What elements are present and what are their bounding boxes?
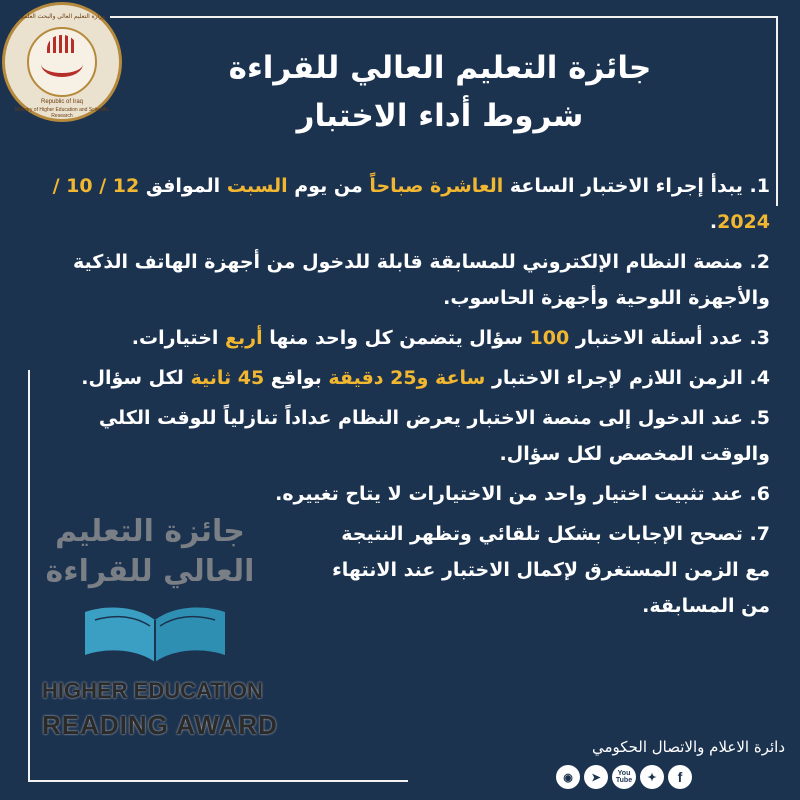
open-book-icon	[80, 600, 230, 670]
condition-text: لكل سؤال.	[81, 367, 191, 389]
condition-text: سؤال يتضمن كل واحد منها	[262, 327, 530, 349]
condition-highlight: 12 / 10 / 2024	[52, 175, 770, 233]
condition-text: عند تثبيت اختيار واحد من الاختيارات لا يتاح تغييره.	[275, 483, 750, 505]
condition-number: 5.	[749, 407, 770, 429]
twitter-icon[interactable]: ✦	[640, 765, 664, 789]
condition-number: 3.	[749, 327, 770, 349]
condition-number: 2.	[749, 251, 770, 273]
frame-top-border	[110, 16, 778, 18]
condition-text: منصة النظام الإلكتروني للمسابقة قابلة للدخول من أجهزة الهاتف الذكية والأجهزة اللوحية وأجهزة الحاسوب.	[73, 251, 770, 309]
frame-right-border	[776, 16, 778, 206]
condition-highlight: السبت	[226, 175, 288, 197]
condition-number: 1.	[749, 175, 770, 197]
award-title-english-line1: HIGHER EDUCATION	[42, 678, 263, 703]
condition-highlight: العاشرة صباحاً	[369, 175, 504, 197]
ministry-seal-logo	[2, 2, 122, 122]
seal-book-icon	[41, 51, 83, 77]
condition-text: .	[709, 211, 718, 233]
condition-item	[40, 476, 770, 512]
seal-text-country: Republic of Iraq	[40, 99, 84, 105]
instagram-icon[interactable]: ◉	[556, 765, 580, 789]
condition-text: عند الدخول إلى منصة الاختبار يعرض النظام عداداً تنازلياً للوقت الكلي والوقت المخصص لكل سؤال.	[98, 407, 770, 465]
award-title-arabic	[30, 512, 270, 592]
award-title-english-line2: READING AWARD	[42, 710, 278, 740]
frame-bottom-border	[28, 780, 408, 782]
page-subtitle: شروط أداء الاختبار	[296, 98, 584, 134]
condition-highlight: 45 ثانية	[190, 367, 265, 389]
reading-award-logo	[30, 512, 290, 762]
youtube-icon[interactable]: You Tube	[612, 765, 636, 789]
award-ar-line1: جائزة التعليم	[55, 514, 245, 549]
condition-highlight: ساعة و25 دقيقة	[328, 367, 486, 389]
facebook-icon[interactable]: f	[668, 765, 692, 789]
condition-item	[40, 360, 770, 396]
social-icons	[556, 765, 692, 789]
footer-department: دائرة الاعلام والاتصال الحكومي	[592, 738, 785, 756]
condition-text: تصحح الإجابات بشكل تلقائي وتظهر النتيجة مع الزمن المستغرق لإكمال الاختبار عند الانتهاء من المسابقة.	[332, 523, 770, 617]
condition-text: الزمن اللازم لإجراء الاختبار	[485, 367, 750, 389]
seal-text-english: Ministry of Higher Education and Scientific Research	[15, 107, 109, 119]
condition-number: 6.	[749, 483, 770, 505]
condition-text: بواقع	[264, 367, 329, 389]
seal-emblem	[27, 27, 97, 97]
seal-text-arabic: وزارة التعليم العالي والبحث العلمي	[18, 14, 106, 20]
page-title: جائزة التعليم العالي للقراءة	[228, 50, 652, 86]
condition-text: الموافق	[139, 175, 227, 197]
condition-text: عدد أسئلة الاختبار	[569, 327, 750, 349]
telegram-icon[interactable]: ➤	[584, 765, 608, 789]
condition-text: يبدأ إجراء الاختبار الساعة	[503, 175, 750, 197]
condition-highlight: أربع	[225, 327, 263, 349]
condition-number: 4.	[749, 367, 770, 389]
condition-item	[40, 320, 770, 356]
condition-item	[40, 168, 770, 240]
condition-highlight: 100	[529, 327, 570, 349]
condition-item	[40, 244, 770, 316]
condition-text: اختيارات.	[131, 327, 226, 349]
condition-text: من يوم	[287, 175, 370, 197]
award-ar-line2: العالي للقراءة	[45, 554, 255, 589]
condition-number: 7.	[749, 523, 770, 545]
condition-item	[40, 400, 770, 472]
